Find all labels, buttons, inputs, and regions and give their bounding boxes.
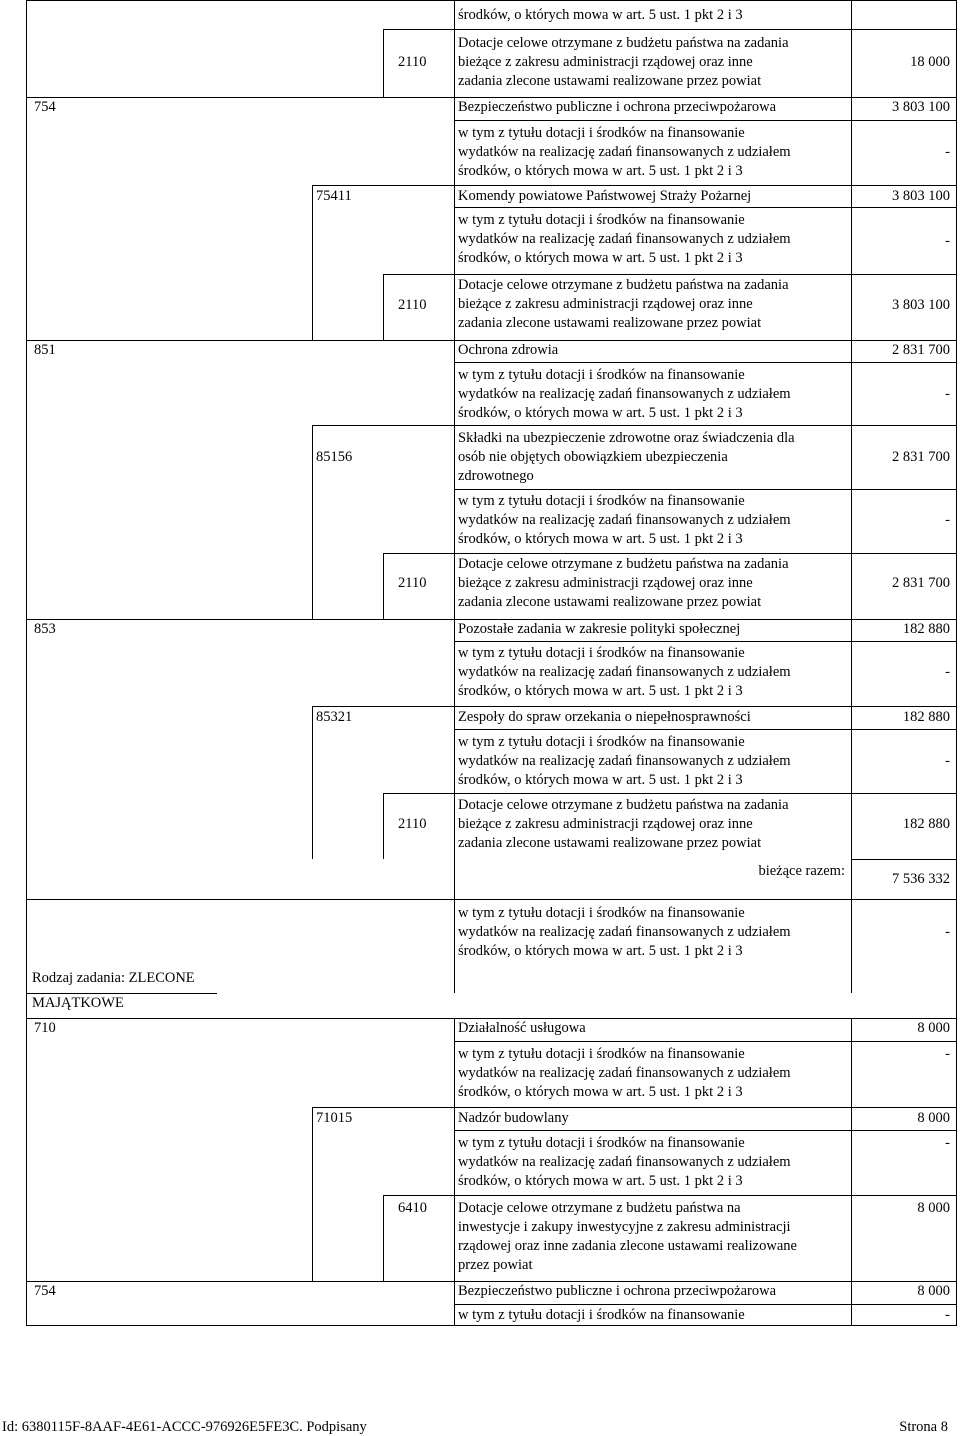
paragraph-code: 2110	[398, 575, 427, 591]
paragraph-desc-line: zadania zlecone ustawami realizowane przez powiat	[458, 835, 762, 851]
rozdzial-code: 71015	[316, 1110, 353, 1126]
sub-amount: -	[945, 386, 950, 402]
section-title: MAJĄTKOWE	[32, 995, 124, 1011]
sub-amount-cell	[851, 1041, 957, 1107]
sub-amount-cell	[851, 0, 957, 29]
dzial-name: Bezpieczeństwo publiczne i ochrona przeciwpożarowa	[458, 1283, 777, 1299]
sub-text-line: wydatków na realizację zadań finansowanych z udziałem	[458, 1154, 791, 1170]
sub-text-line: wydatków na realizację zadań finansowanych z udziałem	[458, 386, 791, 402]
row-border	[26, 899, 957, 900]
paragraph-desc-line: Dotacje celowe otrzymane z budżetu państwa na zadania	[458, 277, 789, 293]
sub-text-line: wydatków na realizację zadań finansowanych z udziałem	[458, 512, 791, 528]
sub-amount: -	[945, 1307, 950, 1323]
col-border	[851, 899, 852, 993]
total-label: bieżące razem:	[758, 863, 845, 879]
sub-text-line: środków, o których mowa w art. 5 ust. 1 pkt 2 i 3	[458, 943, 743, 959]
rozdzial-code: 85156	[316, 449, 353, 465]
rozdzial-name: Komendy powiatowe Państwowej Straży Pożarnej	[458, 188, 752, 204]
section-title: Rodzaj zadania: ZLECONE	[32, 970, 195, 986]
sub-amount-cell	[851, 1130, 957, 1195]
sub-amount-cell	[851, 489, 957, 553]
sub-amount: -	[945, 664, 950, 680]
rozdzial-name-line: Składki na ubezpieczenie zdrowotne oraz świadczenia dla	[458, 430, 795, 446]
sub-text-line: środków, o których mowa w art. 5 ust. 1 pkt 2 i 3	[458, 1084, 743, 1100]
dzial-amount: 182 880	[902, 621, 950, 637]
sub-text-line: wydatków na realizację zadań finansowanych z udziałem	[458, 1065, 791, 1081]
paragraph-desc-line: zadania zlecone ustawami realizowane przez powiat	[458, 73, 762, 89]
sub-text-line: wydatków na realizację zadań finansowanych z udziałem	[458, 753, 791, 769]
dzial-name: Ochrona zdrowia	[458, 342, 559, 358]
paragraph-desc-line: bieżące z zakresu administracji rządowej oraz inne	[458, 54, 753, 70]
dzial-name: Pozostałe zadania w zakresie polityki społecznej	[458, 621, 741, 637]
rozdzial-code: 85321	[316, 709, 353, 725]
rozdzial-name: Nadzór budowlany	[458, 1110, 569, 1126]
sub-text-line: środków, o których mowa w art. 5 ust. 1 pkt 2 i 3	[458, 683, 743, 699]
paragraph-code: 2110	[398, 54, 427, 70]
sub-text-line: wydatków na realizację zadań finansowanych z udziałem	[458, 924, 791, 940]
dzial-amount: 8 000	[917, 1020, 950, 1036]
rozdzial-name-line: zdrowotnego	[458, 468, 534, 484]
sub-text-line: w tym z tytułu dotacji i środków na finansowanie	[458, 1135, 745, 1151]
sub-amount-cell	[851, 729, 957, 793]
paragraph-desc-line: zadania zlecone ustawami realizowane przez powiat	[458, 594, 762, 610]
sub-amount-cell	[851, 1304, 957, 1326]
sub-text-line: w tym z tytułu dotacji i środków na finansowanie	[458, 734, 745, 750]
paragraph-desc-line: Dotacje celowe otrzymane z budżetu państwa na zadania	[458, 556, 789, 572]
sub-text-line: środków, o których mowa w art. 5 ust. 1 pkt 2 i 3	[458, 250, 743, 266]
footer-id: Id: 6380115F-8AAF-4E61-ACCC-976926E5FE3C. Podpisany	[2, 1419, 367, 1435]
sub-text-line: w tym z tytułu dotacji i środków na finansowanie	[458, 493, 745, 509]
paragraph-desc-line: Dotacje celowe otrzymane z budżetu państwa na zadania	[458, 35, 789, 51]
dzial-name: Działalność usługowa	[458, 1020, 586, 1036]
dzial-amount: 3 803 100	[892, 99, 950, 115]
dzial-amount: 2 831 700	[892, 342, 950, 358]
sub-text-line: środków, o których mowa w art. 5 ust. 1 pkt 2 i 3	[458, 163, 743, 179]
rozdzial-name: Zespoły do spraw orzekania o niepełnosprawności	[458, 709, 751, 725]
sub-text-line: w tym z tytułu dotacji i środków na finansowanie	[458, 212, 745, 228]
total-amount: 7 536 332	[892, 871, 950, 887]
rozdzial-amount: 2 831 700	[892, 449, 950, 465]
rozdzial-code: 75411	[316, 188, 352, 204]
sub-text-line: w tym z tytułu dotacji i środków na finansowanie	[458, 125, 745, 141]
sub-amount: -	[945, 753, 950, 769]
paragraph-desc-line: bieżące z zakresu administracji rządowej oraz inne	[458, 575, 753, 591]
paragraph-amount: 18 000	[910, 54, 950, 70]
rozdzial-amount: 8 000	[917, 1110, 950, 1126]
sub-text-line: środków, o których mowa w art. 5 ust. 1 pkt 2 i 3	[458, 7, 743, 23]
paragraph-desc-line: zadania zlecone ustawami realizowane przez powiat	[458, 315, 762, 331]
col-border	[454, 899, 455, 993]
dzial-code: 851	[34, 342, 56, 358]
sub-text-line: wydatków na realizację zadań finansowanych z udziałem	[458, 144, 791, 160]
paragraph-code: 2110	[398, 816, 427, 832]
sub-text-line: środków, o których mowa w art. 5 ust. 1 pkt 2 i 3	[458, 772, 743, 788]
rozdzial-name-line: osób nie objętych obowiązkiem ubezpieczenia	[458, 449, 728, 465]
sub-amount: -	[945, 512, 950, 528]
sub-text-line: w tym z tytułu dotacji i środków na finansowanie	[458, 1307, 745, 1323]
sub-amount: -	[945, 1135, 950, 1151]
sub-text-line: w tym z tytułu dotacji i środków na finansowanie	[458, 905, 745, 921]
dzial-name: Bezpieczeństwo publiczne i ochrona przeciwpożarowa	[458, 99, 777, 115]
sub-text-line: w tym z tytułu dotacji i środków na finansowanie	[458, 367, 745, 383]
sub-text-line: w tym z tytułu dotacji i środków na finansowanie	[458, 1046, 745, 1062]
sub-amount-cell	[851, 120, 957, 185]
paragraph-desc-line: bieżące z zakresu administracji rządowej oraz inne	[458, 296, 753, 312]
rozdzial-amount: 182 880	[902, 709, 950, 725]
sub-amount: -	[945, 144, 950, 160]
paragraph-desc-line: przez powiat	[458, 1257, 533, 1273]
sub-amount: -	[945, 1046, 950, 1062]
paragraph-amount: 3 803 100	[892, 297, 950, 313]
dzial-code: 710	[34, 1020, 56, 1036]
dzial-code: 754	[34, 1283, 56, 1299]
paragraph-desc-line: bieżące z zakresu administracji rządowej oraz inne	[458, 816, 753, 832]
sub-text-line: środków, o których mowa w art. 5 ust. 1 pkt 2 i 3	[458, 405, 743, 421]
rozdzial-amount: 3 803 100	[892, 188, 950, 204]
paragraph-code: 2110	[398, 297, 427, 313]
sub-amount-cell	[851, 207, 957, 274]
sub-text-line: wydatków na realizację zadań finansowanych z udziałem	[458, 664, 791, 680]
sub-amount: -	[945, 924, 950, 940]
dzial-code: 853	[34, 621, 56, 637]
sub-text-line: środków, o których mowa w art. 5 ust. 1 pkt 2 i 3	[458, 1173, 743, 1189]
sub-text-line: wydatków na realizację zadań finansowanych z udziałem	[458, 231, 791, 247]
sub-amount: -	[945, 233, 950, 249]
dzial-code: 754	[34, 99, 56, 115]
paragraph-desc-line: Dotacje celowe otrzymane z budżetu państwa na	[458, 1200, 741, 1216]
paragraph-amount: 8 000	[917, 1200, 950, 1216]
paragraph-amount: 2 831 700	[892, 575, 950, 591]
sub-text-line: w tym z tytułu dotacji i środków na finansowanie	[458, 645, 745, 661]
dzial-amount: 8 000	[917, 1283, 950, 1299]
paragraph-desc-line: inwestycje i zakupy inwestycyjne z zakresu administracji	[458, 1219, 791, 1235]
paragraph-code: 6410	[398, 1200, 427, 1216]
footer-page: Strona 8	[899, 1419, 948, 1435]
paragraph-amount: 182 880	[902, 816, 950, 832]
sub-amount-cell	[851, 641, 957, 706]
paragraph-desc-line: Dotacje celowe otrzymane z budżetu państwa na zadania	[458, 797, 789, 813]
sub-text-line: środków, o których mowa w art. 5 ust. 1 pkt 2 i 3	[458, 531, 743, 547]
sub-amount-cell	[851, 362, 957, 425]
paragraph-desc-line: rządowej oraz inne zadania zlecone ustawami realizowane	[458, 1238, 797, 1254]
